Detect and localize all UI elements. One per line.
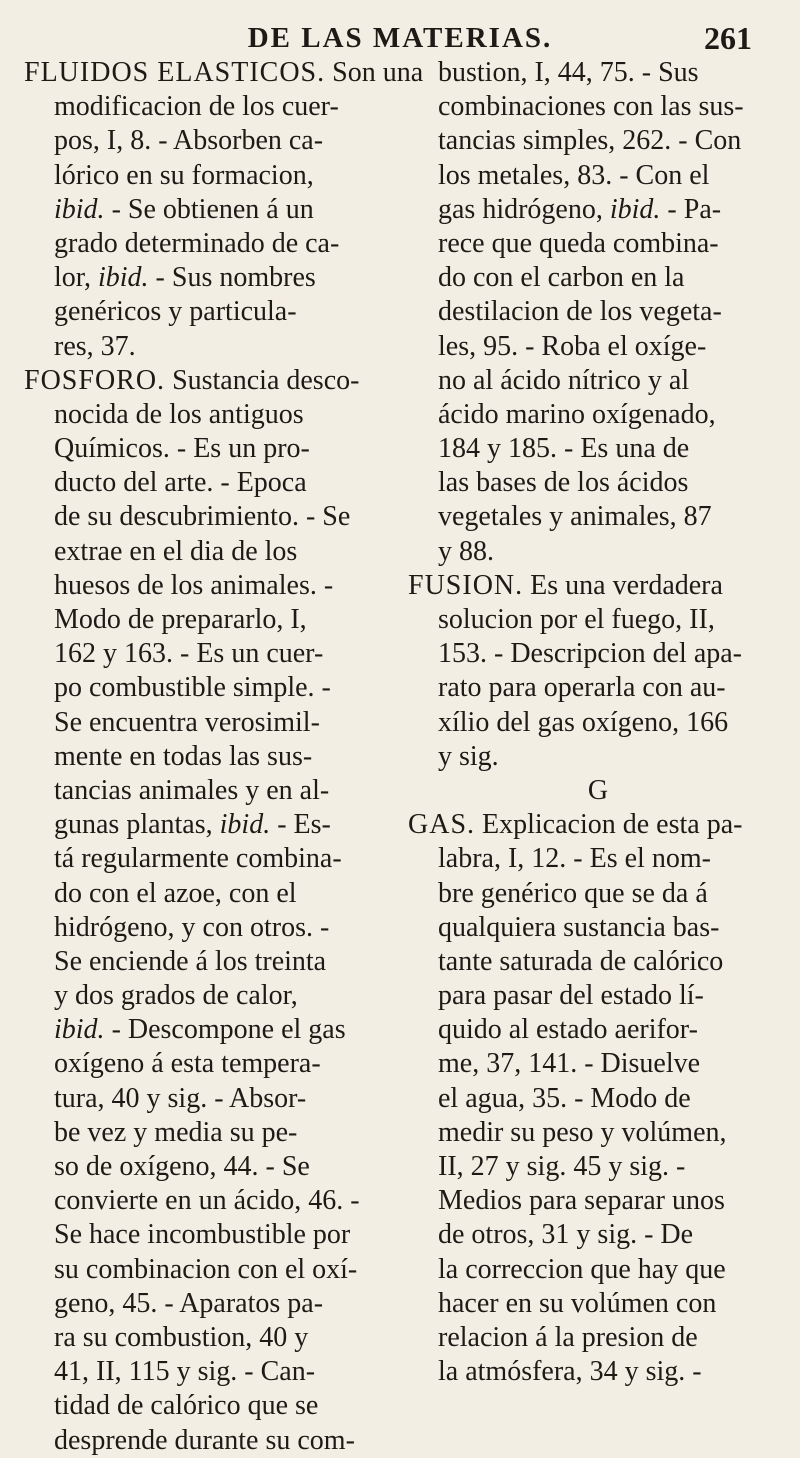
text-line bbox=[408, 637, 788, 671]
text-run: geno, 45. - Aparatos pa- bbox=[54, 1287, 324, 1319]
entry-heading: FOSFORO. bbox=[24, 364, 166, 396]
text-line bbox=[24, 193, 394, 227]
text-line bbox=[24, 877, 394, 911]
italic-ref: ibid. bbox=[97, 262, 149, 294]
text-run: la atmósfera, 34 y sig. - bbox=[438, 1356, 702, 1388]
text-line bbox=[408, 295, 788, 329]
text-line bbox=[408, 193, 788, 227]
running-title: DE LAS MATERIAS. bbox=[247, 22, 553, 54]
text-line bbox=[24, 295, 394, 329]
text-line bbox=[408, 1287, 788, 1321]
text-line bbox=[408, 740, 788, 774]
text-line bbox=[24, 569, 394, 603]
text-run: las bases de los ácidos bbox=[438, 467, 689, 499]
text-line bbox=[24, 1389, 394, 1423]
text-line bbox=[408, 500, 788, 534]
text-run: Modo de prepararlo, I, bbox=[54, 604, 307, 635]
text-run: de su descubrimiento. - Se bbox=[54, 501, 351, 533]
text-run: Explicacion de esta pa- bbox=[475, 809, 743, 841]
text-run: lor, bbox=[54, 262, 98, 294]
text-line bbox=[24, 1150, 394, 1184]
italic-ref: ibid. bbox=[54, 1014, 105, 1046]
text-line bbox=[24, 1355, 394, 1389]
text-run: medir su peso y volúmen, bbox=[438, 1116, 727, 1148]
text-run: tura, 40 y sig. - Absor- bbox=[54, 1082, 307, 1114]
text-line bbox=[24, 500, 394, 534]
text-run: mente en todas las sus- bbox=[54, 740, 313, 772]
text-run: los metales, 83. - Con el bbox=[438, 159, 710, 191]
text-run: el agua, 35. - Modo de bbox=[438, 1082, 691, 1114]
text-run: Se encuentra verosimil- bbox=[54, 706, 320, 738]
text-line bbox=[24, 124, 394, 158]
text-run: bustion, I, 44, 75. - Sus bbox=[438, 57, 699, 88]
text-run: Se enciende á los treinta bbox=[54, 945, 327, 977]
text-line bbox=[24, 90, 394, 124]
text-line bbox=[24, 1116, 394, 1150]
text-line bbox=[408, 1218, 788, 1252]
text-line bbox=[24, 1253, 394, 1287]
text-run: lórico en su formacion, bbox=[54, 159, 314, 191]
text-run: rato para operarla con au- bbox=[438, 672, 726, 704]
text-run: do con el carbon en la bbox=[438, 262, 685, 294]
text-line bbox=[24, 1424, 394, 1458]
text-line bbox=[24, 637, 394, 671]
text-line bbox=[24, 1184, 394, 1218]
text-line bbox=[408, 979, 788, 1013]
text-run: gunas plantas, bbox=[54, 809, 220, 841]
text-run: Se hace incombustible por bbox=[54, 1219, 351, 1251]
text-run: II, 27 y sig. 45 y sig. - bbox=[438, 1151, 686, 1182]
text-line bbox=[408, 842, 788, 876]
text-line bbox=[24, 535, 394, 569]
text-line bbox=[24, 1013, 394, 1047]
text-line bbox=[408, 124, 788, 158]
text-run: oxígeno á esta tempera- bbox=[54, 1048, 321, 1080]
text-run: modificacion de los cuer- bbox=[54, 91, 339, 123]
text-line bbox=[24, 432, 394, 466]
text-run: hacer en su volúmen con bbox=[438, 1287, 717, 1319]
text-run: po combustible simple. - bbox=[54, 672, 331, 704]
text-run: 184 y 185. - Es una de bbox=[438, 433, 690, 465]
text-run: qualquiera sustancia bas- bbox=[438, 911, 720, 943]
text-line bbox=[408, 603, 788, 637]
text-run: res, 37. bbox=[54, 330, 136, 362]
text-line bbox=[408, 569, 788, 603]
text-line bbox=[408, 330, 788, 364]
text-run: so de oxígeno, 44. - Se bbox=[54, 1151, 310, 1182]
text-run: hidrógeno, y con otros. - bbox=[54, 911, 330, 943]
text-run: huesos de los animales. - bbox=[54, 569, 334, 601]
text-run: quido al estado aerifor- bbox=[438, 1014, 698, 1046]
text-line bbox=[408, 808, 788, 842]
text-line bbox=[408, 364, 788, 398]
text-run: no al ácido nítrico y al bbox=[438, 364, 690, 396]
text-run: tante saturada de calórico bbox=[438, 945, 724, 977]
text-line bbox=[24, 1082, 394, 1116]
text-line bbox=[408, 877, 788, 911]
text-run: para pasar del estado lí- bbox=[438, 980, 704, 1012]
text-line bbox=[408, 90, 788, 124]
text-line bbox=[24, 330, 394, 364]
text-line bbox=[408, 1321, 788, 1355]
text-line bbox=[24, 740, 394, 774]
text-run: Es una verdadera bbox=[523, 569, 723, 601]
text-run: do con el azoe, con el bbox=[54, 877, 297, 909]
text-run: convierte en un ácido, 46. - bbox=[54, 1185, 360, 1217]
text-line bbox=[24, 398, 394, 432]
text-run: 153. - Descripcion del apa- bbox=[438, 638, 742, 670]
text-line bbox=[408, 911, 788, 945]
text-line bbox=[408, 227, 788, 261]
text-line bbox=[408, 466, 788, 500]
text-run: gas hidrógeno, bbox=[438, 193, 610, 225]
text-line bbox=[24, 808, 394, 842]
text-run: y 88. bbox=[438, 535, 494, 567]
text-run: genéricos y particula- bbox=[54, 296, 297, 328]
text-run: solucion por el fuego, II, bbox=[438, 604, 715, 635]
text-line bbox=[408, 432, 788, 466]
text-run: tancias simples, 262. - Con bbox=[438, 125, 742, 157]
text-line bbox=[408, 706, 788, 740]
text-line bbox=[24, 1047, 394, 1081]
text-line bbox=[24, 1218, 394, 1252]
text-run: rece que queda combina- bbox=[438, 227, 719, 259]
text-run: Químicos. - Es un pro- bbox=[54, 433, 310, 465]
page-number: 261 bbox=[704, 20, 752, 56]
text-line bbox=[24, 945, 394, 979]
text-run: grado determinado de ca- bbox=[54, 227, 340, 259]
text-line bbox=[24, 466, 394, 500]
text-run: - Sus nombres bbox=[148, 262, 316, 294]
text-line bbox=[408, 1013, 788, 1047]
text-run: y sig. bbox=[438, 740, 499, 772]
text-run: y dos grados de calor, bbox=[54, 980, 298, 1012]
text-run: Medios para separar unos bbox=[438, 1185, 725, 1217]
text-line bbox=[408, 261, 788, 295]
text-run: Sustancia desco- bbox=[165, 364, 360, 396]
text-line bbox=[24, 706, 394, 740]
text-line bbox=[24, 774, 394, 808]
text-run: tidad de calórico que se bbox=[54, 1390, 319, 1422]
text-run: 162 y 163. - Es un cuer- bbox=[54, 638, 324, 670]
text-line bbox=[24, 911, 394, 945]
italic-ref: ibid. bbox=[54, 193, 105, 225]
text-run: combinaciones con las sus- bbox=[438, 91, 744, 123]
italic-ref: ibid. bbox=[609, 193, 661, 225]
text-run: relacion á la presion de bbox=[438, 1321, 698, 1353]
text-line bbox=[24, 56, 424, 90]
text-run: tancias animales y en al- bbox=[54, 774, 330, 806]
text-line bbox=[408, 398, 788, 432]
text-line bbox=[408, 1253, 788, 1287]
text-run: - Es- bbox=[270, 809, 331, 841]
text-run: tá regularmente combina- bbox=[54, 843, 342, 875]
text-line bbox=[408, 56, 788, 90]
text-line bbox=[24, 227, 394, 261]
text-run: su combinacion con el oxí- bbox=[54, 1253, 358, 1285]
text-run: G bbox=[587, 774, 609, 806]
text-run: pos, I, 8. - Absorben ca- bbox=[54, 125, 324, 157]
left-column bbox=[24, 56, 424, 1458]
text-line bbox=[24, 603, 394, 637]
text-run: de otros, 31 y sig. - De bbox=[438, 1219, 694, 1251]
text-run: la correccion que hay que bbox=[438, 1253, 726, 1285]
text-run: me, 37, 141. - Disuelve bbox=[438, 1048, 701, 1080]
text-line bbox=[408, 1116, 788, 1150]
text-run: be vez y media su pe- bbox=[54, 1116, 298, 1148]
text-line bbox=[408, 1355, 788, 1389]
italic-ref: ibid. bbox=[219, 809, 271, 841]
text-line bbox=[24, 1321, 394, 1355]
text-line bbox=[408, 535, 788, 569]
text-line bbox=[408, 1150, 788, 1184]
text-run: vegetales y animales, 87 bbox=[438, 501, 712, 533]
text-line bbox=[408, 774, 788, 808]
entry-heading: FLUIDOS ELASTICOS. bbox=[24, 57, 326, 88]
entry-heading: FUSION. bbox=[408, 569, 524, 601]
text-line bbox=[24, 261, 394, 295]
text-line bbox=[24, 1287, 394, 1321]
text-line bbox=[408, 945, 788, 979]
text-run: les, 95. - Roba el oxíge- bbox=[438, 330, 707, 362]
text-run: - Pa- bbox=[660, 193, 722, 225]
text-run: destilacion de los vegeta- bbox=[438, 296, 722, 328]
text-run: 41, II, 115 y sig. - Can- bbox=[54, 1356, 316, 1388]
text-run: labra, I, 12. - Es el nom- bbox=[438, 843, 711, 875]
text-run: desprende durante su com- bbox=[54, 1424, 355, 1456]
text-run: - Se obtienen á un bbox=[104, 193, 314, 225]
text-run: ácido marino oxígenado, bbox=[438, 398, 716, 430]
text-line bbox=[24, 159, 394, 193]
text-run: Son una bbox=[325, 57, 424, 88]
entry-heading: GAS. bbox=[408, 809, 476, 841]
text-run: nocida de los antiguos bbox=[54, 398, 304, 430]
right-column bbox=[408, 56, 788, 1389]
text-run: - Descompone el gas bbox=[104, 1014, 346, 1046]
text-line bbox=[24, 364, 394, 398]
text-line bbox=[408, 1082, 788, 1116]
text-line bbox=[24, 842, 394, 876]
text-run: ducto del arte. - Epoca bbox=[54, 467, 307, 499]
text-run: bre genérico que se da á bbox=[438, 877, 708, 909]
text-run: xílio del gas oxígeno, 166 bbox=[438, 706, 729, 738]
text-run: extrae en el dia de los bbox=[54, 535, 298, 567]
text-line bbox=[24, 979, 394, 1013]
text-line bbox=[408, 1184, 788, 1218]
text-line bbox=[408, 159, 788, 193]
text-line bbox=[408, 671, 788, 705]
text-line bbox=[24, 671, 394, 705]
text-run: ra su combustion, 40 y bbox=[54, 1321, 309, 1353]
text-line bbox=[408, 1047, 788, 1081]
